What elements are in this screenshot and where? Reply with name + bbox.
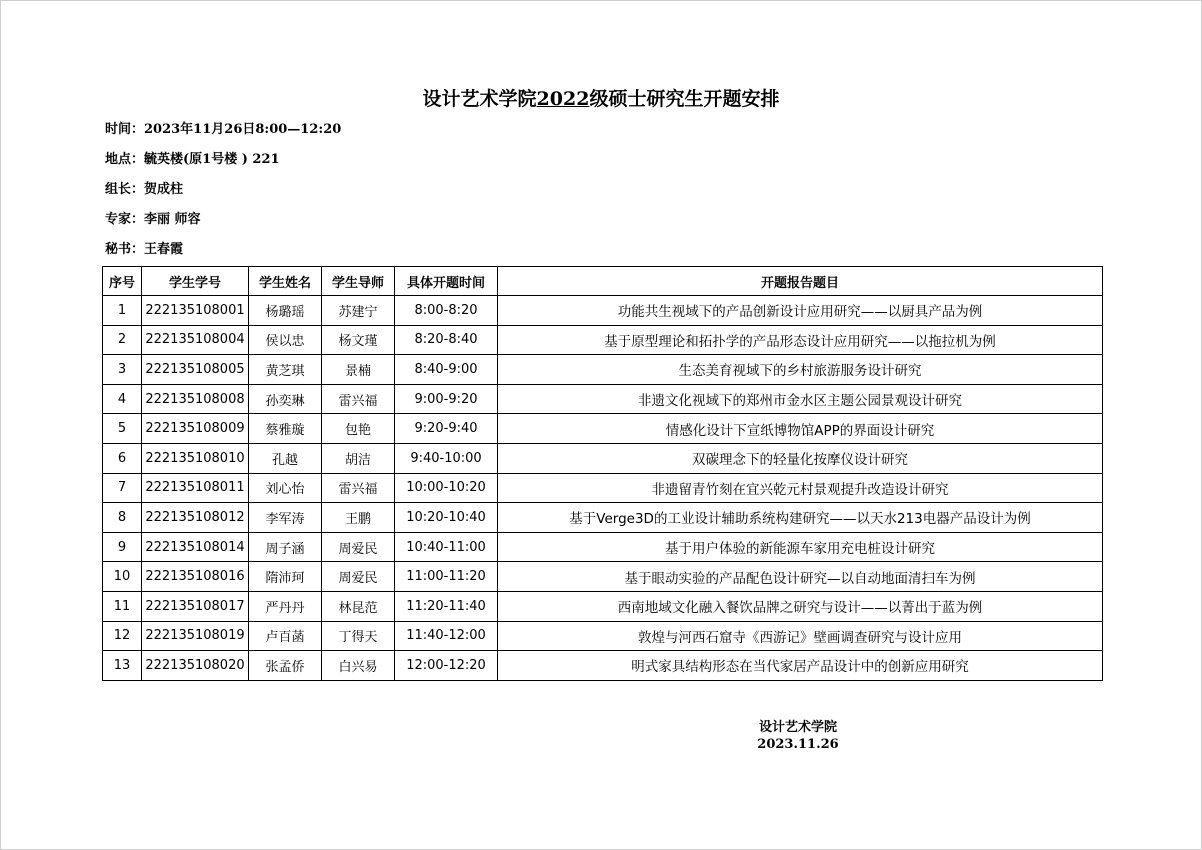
- cell-student-name: 周子涵: [249, 532, 322, 562]
- cell-student-name: 孔越: [249, 443, 322, 473]
- cell-topic: 功能共生视域下的产品创新设计应用研究——以厨具产品为例: [498, 296, 1103, 326]
- cell-index: 11: [103, 591, 142, 621]
- cell-time: 12:00-12:20: [395, 651, 498, 681]
- table-header-row: [103, 267, 1103, 296]
- meta-secretary: 秘书：王春霞: [105, 242, 184, 257]
- cell-advisor: 景楠: [322, 355, 395, 385]
- cell-topic: 非遗文化视域下的郑州市金水区主题公园景观设计研究: [498, 384, 1103, 414]
- cell-topic: 敦煌与河西石窟寺《西游记》壁画调查研究与设计应用: [498, 621, 1103, 651]
- title-suffix: 级硕士研究生开题安排: [589, 88, 780, 110]
- table-row: [103, 296, 1103, 326]
- table-row: [103, 532, 1103, 562]
- cell-student-id: 222135108008: [142, 384, 249, 414]
- cell-topic: 生态美育视域下的乡村旅游服务设计研究: [498, 355, 1103, 385]
- cell-student-id: 222135108016: [142, 562, 249, 592]
- cell-student-name: 刘心怡: [249, 473, 322, 503]
- cell-advisor: 胡洁: [322, 443, 395, 473]
- title-year: 2022: [536, 88, 590, 110]
- cell-time: 11:20-11:40: [395, 591, 498, 621]
- cell-advisor: 周爱民: [322, 562, 395, 592]
- table-row: [103, 414, 1103, 444]
- cell-index: 6: [103, 443, 142, 473]
- cell-student-id: 222135108012: [142, 503, 249, 533]
- cell-advisor: 包艳: [322, 414, 395, 444]
- cell-advisor: 雷兴福: [322, 384, 395, 414]
- cell-student-name: 蔡雅璇: [249, 414, 322, 444]
- cell-time: 9:20-9:40: [395, 414, 498, 444]
- cell-index: 1: [103, 296, 142, 326]
- cell-student-name: 杨璐瑶: [249, 296, 322, 326]
- cell-advisor: 丁得天: [322, 621, 395, 651]
- cell-student-name: 黄芝琪: [249, 355, 322, 385]
- cell-time: 11:40-12:00: [395, 621, 498, 651]
- cell-student-id: 222135108009: [142, 414, 249, 444]
- cell-index: 9: [103, 532, 142, 562]
- cell-student-id: 222135108005: [142, 355, 249, 385]
- cell-time: 10:20-10:40: [395, 503, 498, 533]
- footer-date: 2023.11.26: [757, 737, 839, 752]
- cell-student-id: 222135108011: [142, 473, 249, 503]
- cell-topic: 情感化设计下宣纸博物馆APP的界面设计研究: [498, 414, 1103, 444]
- cell-index: 7: [103, 473, 142, 503]
- cell-time: 11:00-11:20: [395, 562, 498, 592]
- cell-time: 8:20-8:40: [395, 325, 498, 355]
- cell-advisor: 林昆范: [322, 591, 395, 621]
- cell-time: 9:40-10:00: [395, 443, 498, 473]
- header-time: 具体开题时间: [395, 267, 498, 296]
- cell-time: 10:40-11:00: [395, 532, 498, 562]
- table-row: [103, 355, 1103, 385]
- cell-student-name: 李军涛: [249, 503, 322, 533]
- meta-experts: 专家：李丽 师容: [105, 212, 201, 227]
- cell-student-name: 张孟侨: [249, 651, 322, 681]
- cell-time: 8:00-8:20: [395, 296, 498, 326]
- cell-advisor: 苏建宁: [322, 296, 395, 326]
- footer-organization: 设计艺术学院: [758, 720, 837, 735]
- cell-topic: 双碳理念下的轻量化按摩仪设计研究: [498, 443, 1103, 473]
- cell-topic: 基于用户体验的新能源车家用充电桩设计研究: [498, 532, 1103, 562]
- title-prefix: 设计艺术学院: [422, 88, 537, 110]
- table-row: [103, 384, 1103, 414]
- header-student-id: 学生学号: [142, 267, 249, 296]
- table-row: [103, 473, 1103, 503]
- document-title: [0, 84, 1202, 111]
- cell-advisor: 周爱民: [322, 532, 395, 562]
- cell-student-id: 222135108001: [142, 296, 249, 326]
- cell-topic: 明式家具结构形态在当代家居产品设计中的创新应用研究: [498, 651, 1103, 681]
- table-row: [103, 325, 1103, 355]
- cell-advisor: 王鹏: [322, 503, 395, 533]
- table-row: [103, 621, 1103, 651]
- cell-topic: 基于Verge3D的工业设计辅助系统构建研究——以天水213电器产品设计为例: [498, 503, 1103, 533]
- cell-student-id: 222135108017: [142, 591, 249, 621]
- cell-index: 4: [103, 384, 142, 414]
- cell-index: 13: [103, 651, 142, 681]
- meta-time: 时间：2023年11月26日8:00—12:20: [105, 122, 342, 137]
- table-row: [103, 651, 1103, 681]
- header-student-name: 学生姓名: [249, 267, 322, 296]
- cell-student-name: 孙奕琳: [249, 384, 322, 414]
- cell-index: 5: [103, 414, 142, 444]
- meta-leader: 组长：贺成柱: [105, 182, 184, 197]
- cell-advisor: 杨文瑾: [322, 325, 395, 355]
- cell-index: 3: [103, 355, 142, 385]
- cell-student-id: 222135108019: [142, 621, 249, 651]
- table-row: [103, 503, 1103, 533]
- table-row: [103, 443, 1103, 473]
- cell-topic: 非遗留青竹刻在宜兴乾元村景观提升改造设计研究: [498, 473, 1103, 503]
- cell-student-name: 侯以忠: [249, 325, 322, 355]
- cell-index: 10: [103, 562, 142, 592]
- cell-student-name: 严丹丹: [249, 591, 322, 621]
- cell-time: 10:00-10:20: [395, 473, 498, 503]
- cell-student-name: 隋沛珂: [249, 562, 322, 592]
- cell-advisor: 雷兴福: [322, 473, 395, 503]
- table-row: [103, 591, 1103, 621]
- cell-index: 12: [103, 621, 142, 651]
- cell-topic: 西南地域文化融入餐饮品牌之研究与设计——以菁出于蓝为例: [498, 591, 1103, 621]
- schedule-table: [102, 266, 1103, 681]
- cell-student-name: 卢百菡: [249, 621, 322, 651]
- cell-topic: 基于原型理论和拓扑学的产品形态设计应用研究——以拖拉机为例: [498, 325, 1103, 355]
- cell-advisor: 白兴易: [322, 651, 395, 681]
- cell-topic: 基于眼动实验的产品配色设计研究—以自动地面清扫车为例: [498, 562, 1103, 592]
- header-index: 序号: [103, 267, 142, 296]
- cell-student-id: 222135108010: [142, 443, 249, 473]
- meta-place: 地点：毓英楼(原1号楼 ) 221: [105, 152, 280, 167]
- cell-time: 9:00-9:20: [395, 384, 498, 414]
- cell-time: 8:40-9:00: [395, 355, 498, 385]
- cell-student-id: 222135108014: [142, 532, 249, 562]
- cell-student-id: 222135108020: [142, 651, 249, 681]
- cell-index: 8: [103, 503, 142, 533]
- header-advisor: 学生导师: [322, 267, 395, 296]
- cell-student-id: 222135108004: [142, 325, 249, 355]
- cell-index: 2: [103, 325, 142, 355]
- header-topic: 开题报告题目: [498, 267, 1103, 296]
- table-row: [103, 562, 1103, 592]
